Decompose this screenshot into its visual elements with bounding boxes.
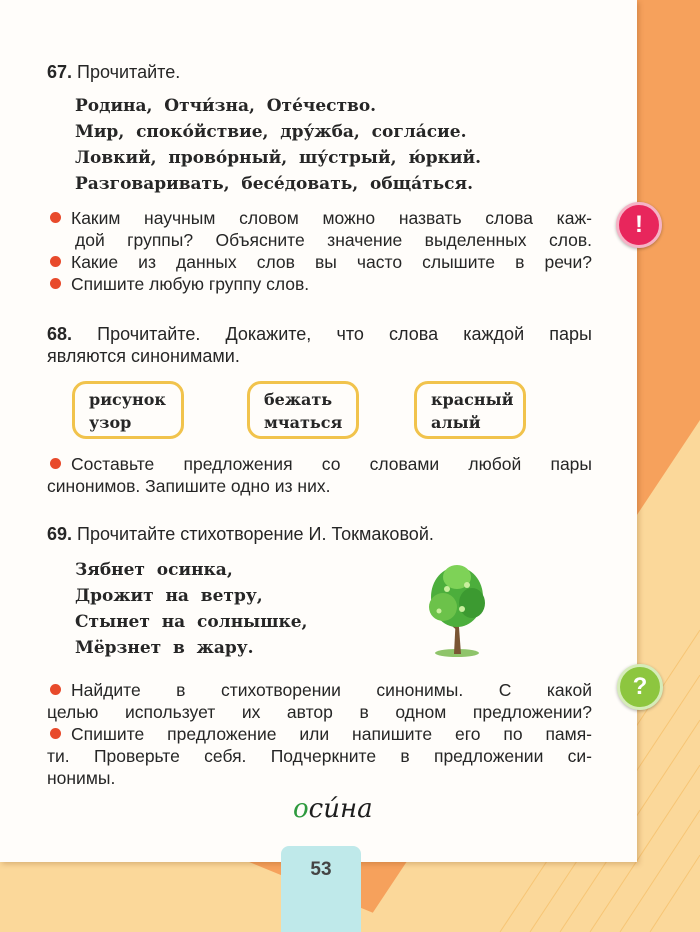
word-group-line: Ловкий, прово́рный, шу́стрый, ю́ркий. [75, 148, 482, 168]
exercise-title: Прочитайте стихотворение И. Токмаковой. [77, 524, 434, 544]
poem [47, 557, 592, 661]
task-item: Спишите любую группу слов. [47, 273, 592, 295]
exercise-69-heading [47, 523, 592, 545]
synonym-pair-box: рисунок узор [72, 381, 184, 439]
exercise-number: 68. [47, 324, 73, 344]
word-group-line: Родина, Отчи́зна, Оте́чество. [75, 96, 377, 116]
exercise-69-tasks [47, 679, 592, 789]
task-item: Найдите в стихотворении синонимы. С какой [47, 679, 592, 701]
synonym-pair-box: бежать мчаться [247, 381, 359, 439]
task-item-continued: нонимы. [47, 768, 116, 788]
word-group-line: Разговаривать, бесе́довать, обща́ться. [75, 174, 474, 194]
bullet-dot-icon [50, 256, 61, 267]
exercise-68-tasks [47, 453, 592, 497]
bullet-dot-icon [50, 212, 61, 223]
bullet-dot-icon [50, 278, 61, 289]
poem-section [47, 557, 592, 661]
page-number: 53 [310, 859, 332, 880]
task-item-continued: дой группы? Объясните значение выделенных слов. [75, 230, 592, 250]
bullet-dot-icon [50, 458, 61, 469]
task-item-continued: ти. Проверьте себя. Подчеркните в предложении си- [47, 746, 592, 766]
exercise-number: 69. [47, 524, 73, 544]
bullet-dot-icon [50, 684, 61, 695]
vocabulary-word-rest: си́на [308, 794, 373, 824]
exercise-number: 67. [47, 62, 73, 82]
synonym-pairs [47, 381, 592, 459]
page-content [47, 57, 592, 789]
poem-line: Зябнет осинка, [75, 560, 233, 580]
task-item: Какие из данных слов вы часто слышите в речи? [47, 251, 592, 273]
exclamation-icon: ! [616, 202, 662, 248]
exercise-title: Прочитайте. Докажите, что слова каждой пары [97, 324, 592, 344]
task-item-continued: синонимов. Запишите одно из них. [47, 476, 331, 496]
task-item: Составьте предложения со словами любой пары [47, 453, 592, 475]
synonym-pair-box: красный алый [414, 381, 526, 439]
exercise-68-heading-continued: являются синонимами. [47, 346, 240, 366]
poem-line: Стынет на солнышке, [75, 612, 308, 632]
vocabulary-word [293, 794, 373, 824]
poem-line: Мёрзнет в жару. [75, 638, 254, 658]
poem-line: Дрожит на ветру, [75, 586, 263, 606]
aspen-tree-illustration [417, 559, 497, 659]
exercise-67-heading [47, 61, 592, 83]
exercise-68-heading [47, 323, 592, 345]
word-groups [47, 93, 592, 197]
task-item-continued: целью использует их автор в одном предложении? [47, 702, 592, 722]
page-number-tab [281, 846, 361, 932]
task-item: Каким научным словом можно назвать слова каж- [47, 207, 592, 229]
bullet-dot-icon [50, 728, 61, 739]
question-icon: ? [617, 664, 663, 710]
word-group-line: Мир, споко́йствие, дру́жба, согла́сие. [75, 122, 467, 142]
exercise-67-tasks [47, 207, 592, 295]
exercise-title: Прочитайте. [77, 62, 181, 82]
task-item: Спишите предложение или напишите его по памя- [47, 723, 592, 745]
vocabulary-word-first-letter: о [293, 794, 309, 824]
